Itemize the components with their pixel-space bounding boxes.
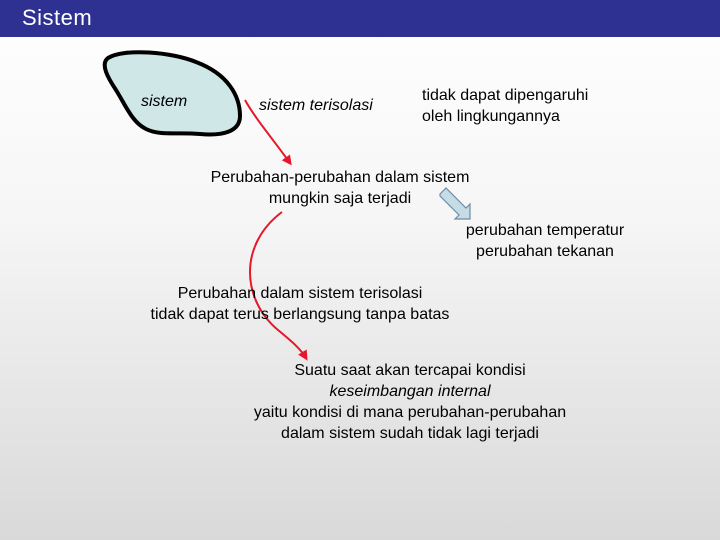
not-influenced-line1: tidak dapat dipengaruhi xyxy=(422,87,589,104)
system-label: sistem xyxy=(141,93,188,110)
examples-line2: perubahan tekanan xyxy=(476,243,614,260)
not-influenced-line2: oleh lingkungannya xyxy=(422,108,560,125)
isolated-changes-line1: Perubahan dalam sistem terisolasi xyxy=(177,285,423,302)
equilibrium-line3: yaitu kondisi di mana perubahan-perubahan xyxy=(253,404,567,421)
equilibrium-line2: keseimbangan internal xyxy=(329,383,491,400)
changes-line1: Perubahan-perubahan dalam sistem xyxy=(210,169,470,186)
equilibrium-line1: Suatu saat akan tercapai kondisi xyxy=(294,362,526,379)
isolated-system-label: sistem terisolasi xyxy=(259,97,373,114)
equilibrium-line4: dalam sistem sudah tidak lagi terjadi xyxy=(281,425,539,442)
slide-title: Sistem xyxy=(22,5,93,30)
examples-line1: perubahan temperatur xyxy=(465,222,625,239)
changes-line2: mungkin saja terjadi xyxy=(268,190,412,207)
isolated-changes-line2: tidak dapat terus berlangsung tanpa batas xyxy=(150,306,450,323)
